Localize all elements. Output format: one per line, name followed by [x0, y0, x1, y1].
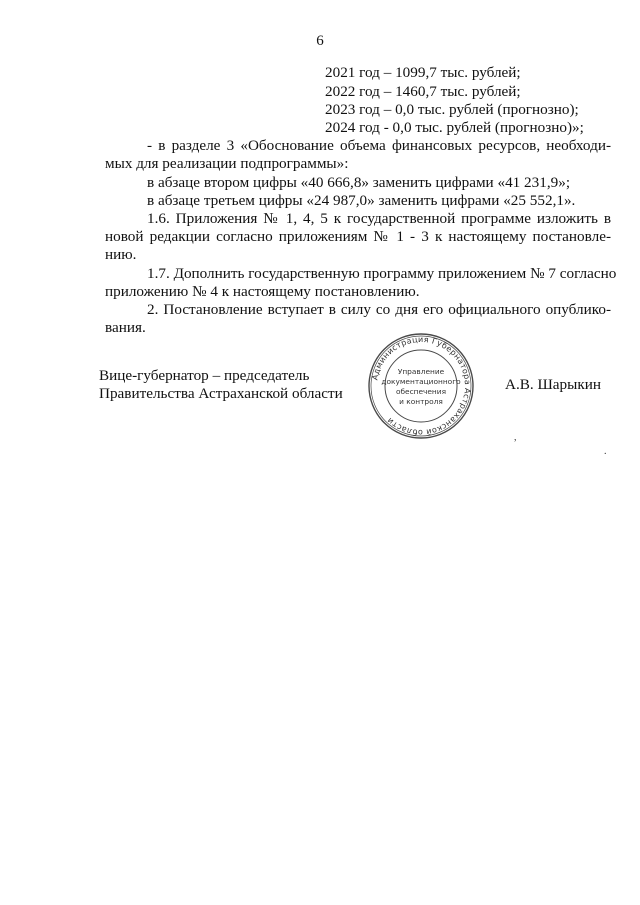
funding-line-2024: 2024 год - 0,0 тыс. рублей (прогнозно)»;: [325, 119, 584, 136]
item-2-line2: вания.: [105, 319, 146, 336]
section3-line2: мых для реализации подпрограммы»:: [105, 155, 349, 172]
signatory-name: А.В. Шарыкин: [505, 376, 601, 393]
stamp-inner-line3: обеспечения: [395, 387, 447, 396]
item-1-6-line2: новой редакции согласно приложениям № 1 - 3 к настоящему постановле-: [105, 228, 611, 245]
signatory-position-line2: Правительства Астраханской области: [99, 385, 343, 402]
scan-mark: ,: [514, 432, 517, 443]
signatory-position-line1: Вице-губернатор – председатель: [99, 367, 310, 384]
item-1-6-line1: 1.6. Приложения № 1, 4, 5 к государственной программе изложить в: [147, 210, 611, 227]
scan-mark: .: [604, 446, 607, 457]
stamp-inner-line4: и контроля: [399, 397, 443, 406]
stamp-inner-line1: Управление: [397, 367, 445, 376]
section3-line1: - в разделе 3 «Обоснование объема финансовых ресурсов, необходи-: [147, 137, 611, 154]
section3-line4: в абзаце третьем цифры «24 987,0» заменить цифрами «25 552,1».: [147, 192, 576, 209]
section3-line3: в абзаце втором цифры «40 666,8» заменить цифрами «41 231,9»;: [147, 174, 571, 191]
funding-line-2023: 2023 год – 0,0 тыс. рублей (прогнозно);: [325, 101, 579, 118]
item-1-7-line2: приложению № 4 к настоящему постановлению.: [105, 283, 420, 300]
funding-line-2022: 2022 год – 1460,7 тыс. рублей;: [325, 83, 521, 100]
item-1-6-line3: нию.: [105, 246, 137, 263]
item-1-7-line1: 1.7. Дополнить государственную программу приложением № 7 согласно: [147, 265, 617, 282]
page-number: 6: [316, 33, 324, 49]
stamp-inner-line2: документационного: [381, 377, 461, 386]
official-stamp: [367, 332, 475, 440]
stamp-seal-icon: [367, 332, 475, 440]
item-2-line1: 2. Постановление вступает в силу со дня его официального опублико-: [147, 301, 611, 318]
stamp-outer-text: Администрация Губернатора Астраханской области: [370, 334, 473, 438]
funding-line-2021: 2021 год – 1099,7 тыс. рублей;: [325, 64, 521, 81]
